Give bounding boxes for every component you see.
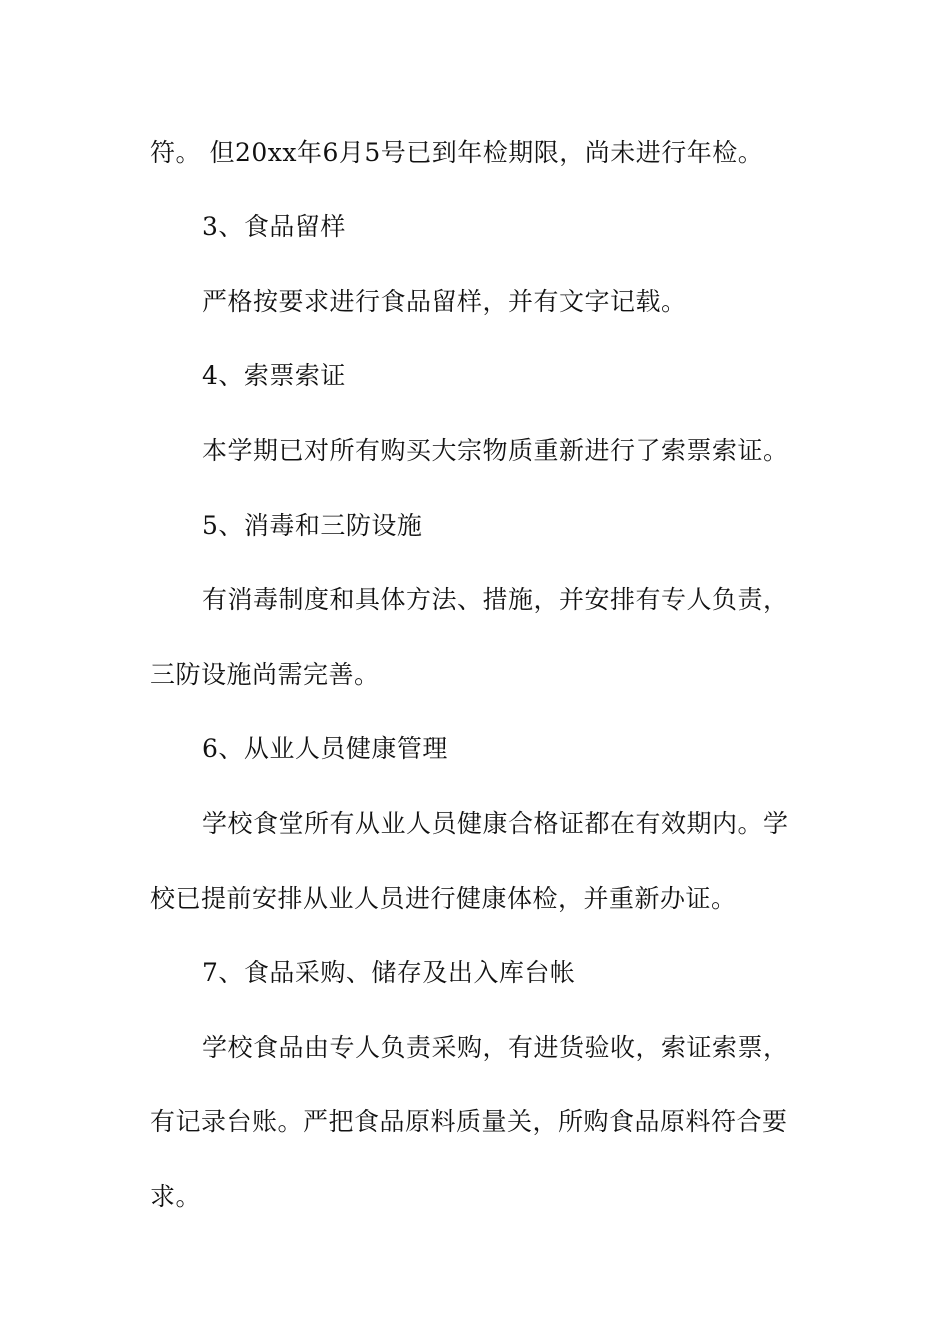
paragraph-line: 三防设施尚需完善。 [150,660,380,689]
section-heading-food-sampling: 3、食品留样 [202,212,346,241]
paragraph-line: 本学期已对所有购买大宗物质重新进行了索票索证。 [202,436,789,465]
paragraph-line: 求。 [150,1182,202,1211]
paragraph-line: 校已提前安排从业人员进行健康体检，并重新办证。 [150,884,737,913]
section-heading-procurement-storage: 7、食品采购、储存及出入库台帐 [202,958,576,987]
paragraph-line: 严格按要求进行食品留样，并有文字记载。 [202,287,687,316]
paragraph-line: 有记录台账。严把食品原料质量关，所购食品原料符合要 [150,1107,788,1136]
paragraph-line: 学校食品由专人负责采购，有进货验收，索证索票， [202,1033,789,1062]
paragraph-line-continuation: 符。 但20xx年6月5号已到年检期限，尚未进行年检。 [150,138,764,167]
section-heading-disinfection: 5、消毒和三防设施 [202,511,423,540]
section-heading-invoices-certificates: 4、索票索证 [202,361,346,390]
paragraph-line: 学校食堂所有从业人员健康合格证都在有效期内。学 [202,809,789,838]
section-heading-staff-health: 6、从业人员健康管理 [202,734,448,763]
paragraph-line: 有消毒制度和具体方法、措施，并安排有专人负责， [202,585,789,614]
